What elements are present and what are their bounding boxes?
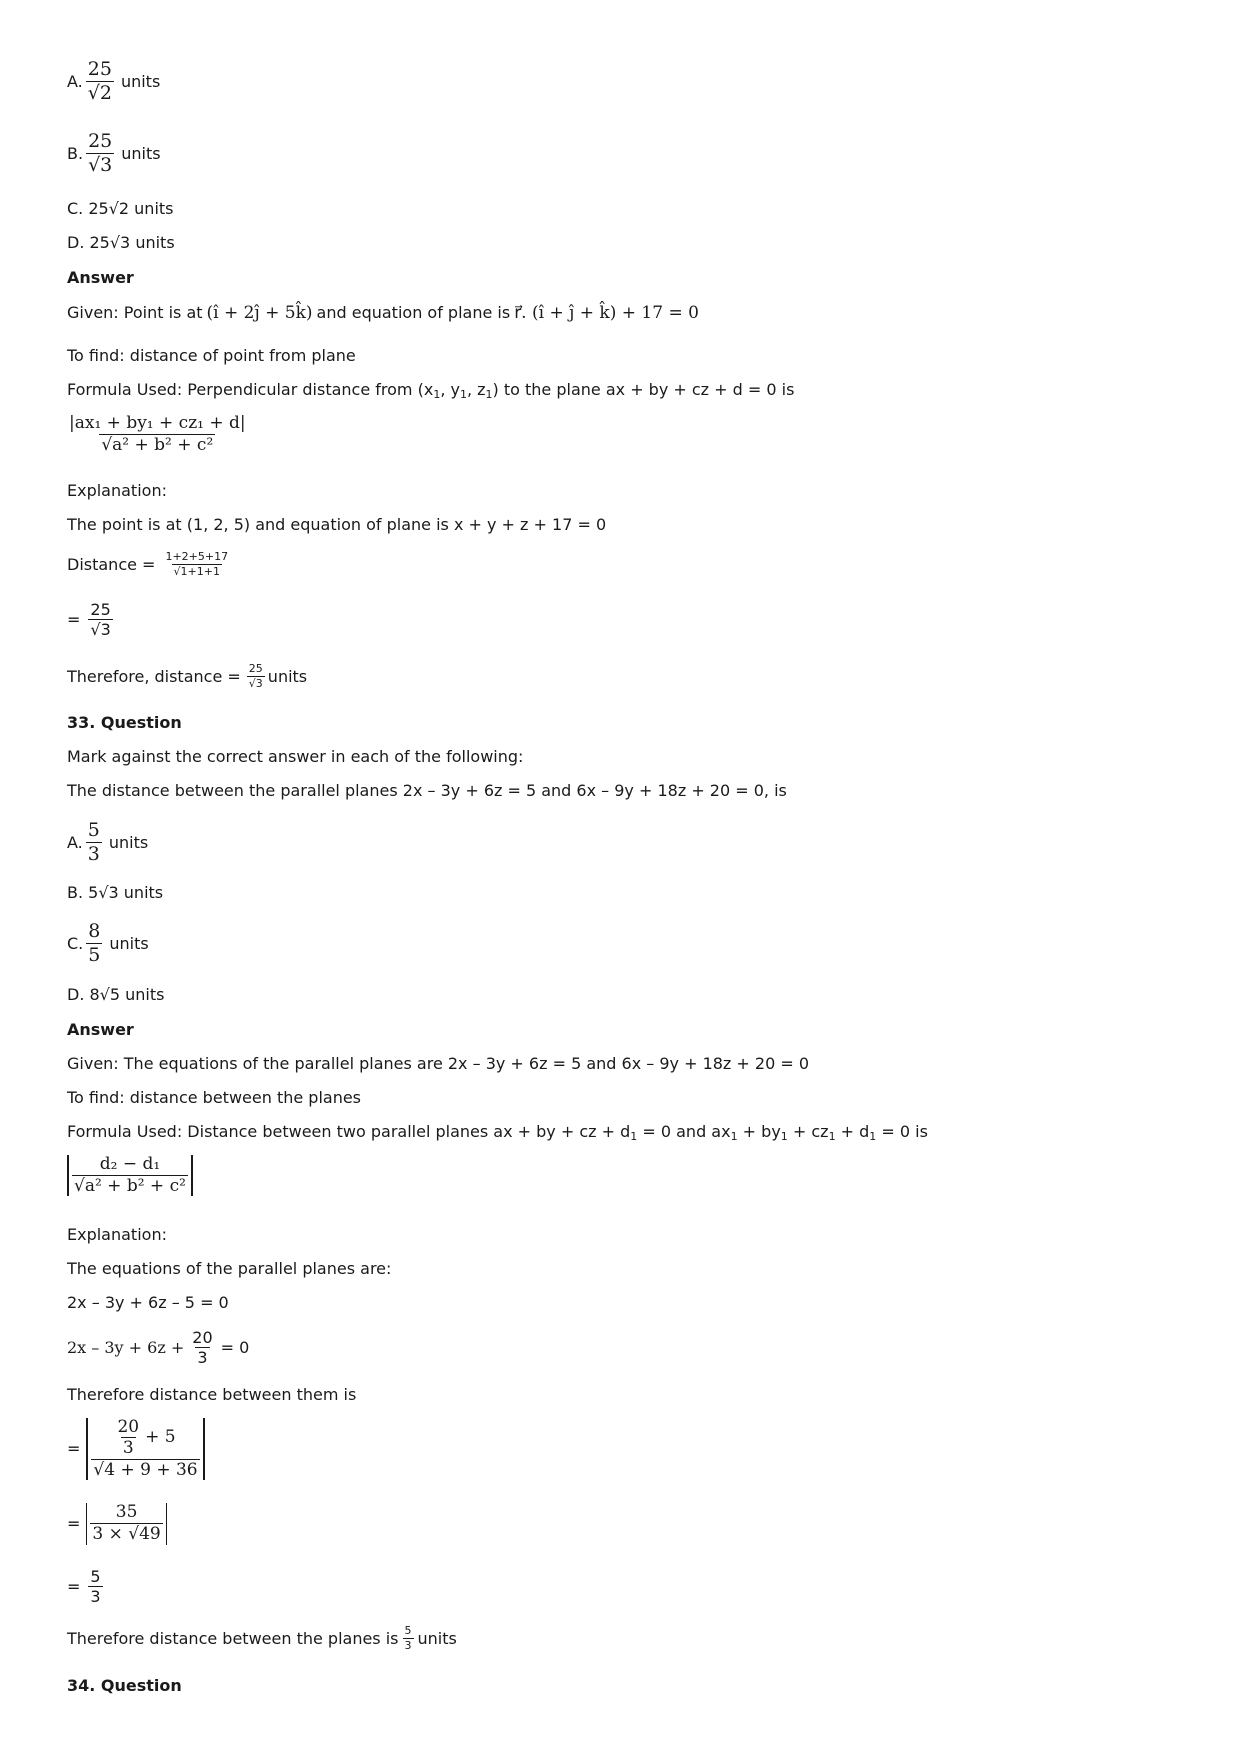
option-c-33: C. $\frac{8}{5}$ units: [67, 920, 149, 966]
distance-computation: Distance = $\frac{1+2+5+17}{√1+1+1}$: [67, 550, 229, 578]
point-plane-line: The point is at (1, 2, 5) and equation of plane is x + y + z + 17 = 0: [67, 515, 607, 534]
option-a-prev: A. $\frac{25}{√2}$ units: [67, 58, 161, 104]
planes-are-line: The equations of the parallel planes are:: [67, 1259, 392, 1278]
option-c-prev: C. 25√2 units: [67, 199, 174, 218]
therefore-between-line: Therefore distance between them is: [67, 1385, 357, 1404]
therefore-distance-line: Therefore, distance = $\frac{25}{√3}$ units: [67, 662, 308, 690]
explanation-label: Explanation:: [67, 1225, 167, 1244]
answer-heading: Answer: [67, 268, 134, 287]
given-line: Given: Point is at (î + 2ĵ + 5k̂) and equation of plane is r⃗. (î + ĵ + k̂) + 17 = 0: [67, 303, 699, 323]
question-heading-34: 34. Question: [67, 1676, 182, 1695]
plane-equation-2: 2x – 3y + 6z + $\frac{20}{3}$ = 0: [67, 1327, 250, 1367]
explanation-label: Explanation:: [67, 481, 167, 500]
fraction: $\frac{25}{√2}$: [87, 58, 112, 104]
plane-equation-1: 2x – 3y + 6z – 5 = 0: [67, 1293, 229, 1312]
formula-used-line: Formula Used: Perpendicular distance from ($x_1$, $y_1$, $z_1$) to the plane ax + by + cz + d = 0 is: [67, 380, 795, 401]
to-find-line: To find: distance between the planes: [67, 1088, 362, 1107]
option-b-prev: B. $\frac{25}{√3}$ units: [67, 130, 161, 176]
distance-formula: $\frac{\text{|ax₁ + by₁ + cz₁ + d|}}{\text{√a² + b² + c²}}$: [69, 413, 246, 455]
plane-vector: r⃗. (î + ĵ + k̂) + 17 = 0: [514, 303, 699, 323]
to-find-line: To find: distance of point from plane: [67, 346, 356, 365]
final-distance-line: Therefore distance between the planes is $\frac{5}{3}$ units: [67, 1624, 457, 1652]
distance-step-1: = $\frac{20}{3}$ + 5 √4 + 9 + 36: [67, 1414, 205, 1484]
question-heading-33: 33. Question: [67, 713, 182, 732]
distance-result: = $\frac{25}{√3}$: [67, 599, 111, 639]
given-line: Given: The equations of the parallel planes are 2x – 3y + 6z = 5 and 6x – 9y + 18z + 20 = 0: [67, 1054, 810, 1073]
fraction: $\frac{25}{√3}$: [88, 130, 113, 176]
option-b-33: B. 5√3 units: [67, 883, 164, 902]
distance-step-2: = $\frac{35}{3 \times √49}$: [67, 1498, 167, 1550]
instruction-line: Mark against the correct answer in each of the following:: [67, 747, 524, 766]
parallel-distance-formula: $\frac{\text{d₂ − d₁}}{\text{√a² + b² + c²}}$: [67, 1155, 193, 1196]
option-d-prev: D. 25√3 units: [67, 233, 175, 252]
point-vector: (î + 2ĵ + 5k̂): [206, 303, 313, 323]
option-d-33: D. 8√5 units: [67, 985, 165, 1004]
option-a-33: A. $\frac{5}{3}$ units: [67, 819, 149, 865]
distance-step-3: = $\frac{5}{3}$: [67, 1566, 101, 1606]
formula-used-line: Formula Used: Distance between two parallel planes ax + by + cz + $d_1 = 0$ and $ax_1 + by_1 + cz_1 + d_1 = 0$ is: [67, 1122, 928, 1143]
question-text-33: The distance between the parallel planes 2x – 3y + 6z = 5 and 6x – 9y + 18z + 20 = 0, is: [67, 781, 787, 800]
answer-heading: Answer: [67, 1020, 134, 1039]
